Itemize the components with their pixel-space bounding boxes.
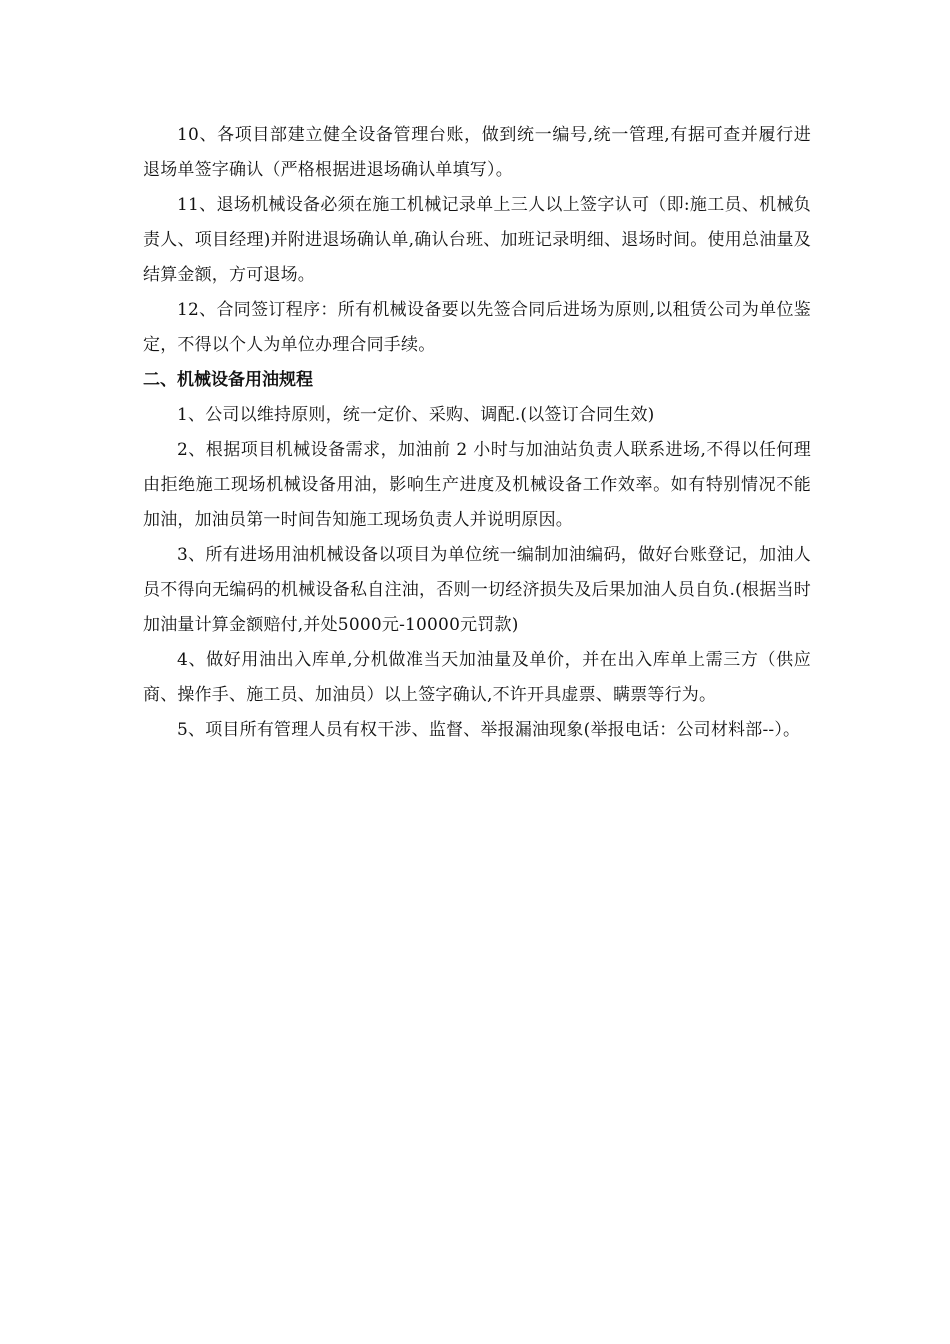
paragraph-rule-2: 2、根据项目机械设备需求，加油前 2 小时与加油站负责人联系进场,不得以任何理由拒绝施工现场机械设备用油，影响生产进度及机械设备工作效率。如有特别情况不能加油，加油员第一时间告知施工现场负责人并说明原因。: [143, 440, 811, 530]
paragraph-rule-4: 4、做好用油出入库单,分机做准当天加油量及单价，并在出入库单上需三方（供应商、操作手、施工员、加油员）以上签字确认,不许开具虚票、瞒票等行为。: [143, 650, 811, 705]
document-body: [143, 118, 811, 748]
paragraph-item-12: 12、合同签订程序：所有机械设备要以先签合同后进场为原则,以租赁公司为单位鉴定，不得以个人为单位办理合同手续。: [143, 300, 811, 355]
paragraph-item-11: 11、退场机械设备必须在施工机械记录单上三人以上签字认可（即:施工员、机械负责人、项目经理)并附进退场确认单,确认台班、加班记录明细、退场时间。使用总油量及结算金额，方可退场。: [143, 195, 811, 285]
paragraph-rule-5: 5、项目所有管理人员有权干涉、监督、举报漏油现象(举报电话：公司材料部--）。: [177, 720, 801, 740]
paragraph-item-10: 10、各项目部建立健全设备管理台账，做到统一编号,统一管理,有据可查并履行进退场单签字确认（严格根据进退场确认单填写）。: [143, 125, 811, 180]
paragraph-rule-1: 1、公司以维持原则，统一定价、采购、调配.(以签订合同生效): [177, 405, 655, 425]
section-heading: 二、机械设备用油规程: [143, 370, 313, 390]
paragraph-rule-3: 3、所有进场用油机械设备以项目为单位统一编制加油编码，做好台账登记，加油人员不得向无编码的机械设备私自注油，否则一切经济损失及后果加油人员自负.(根据当时加油量计算金额赔付,并处5000元-10000元罚款): [143, 545, 811, 635]
